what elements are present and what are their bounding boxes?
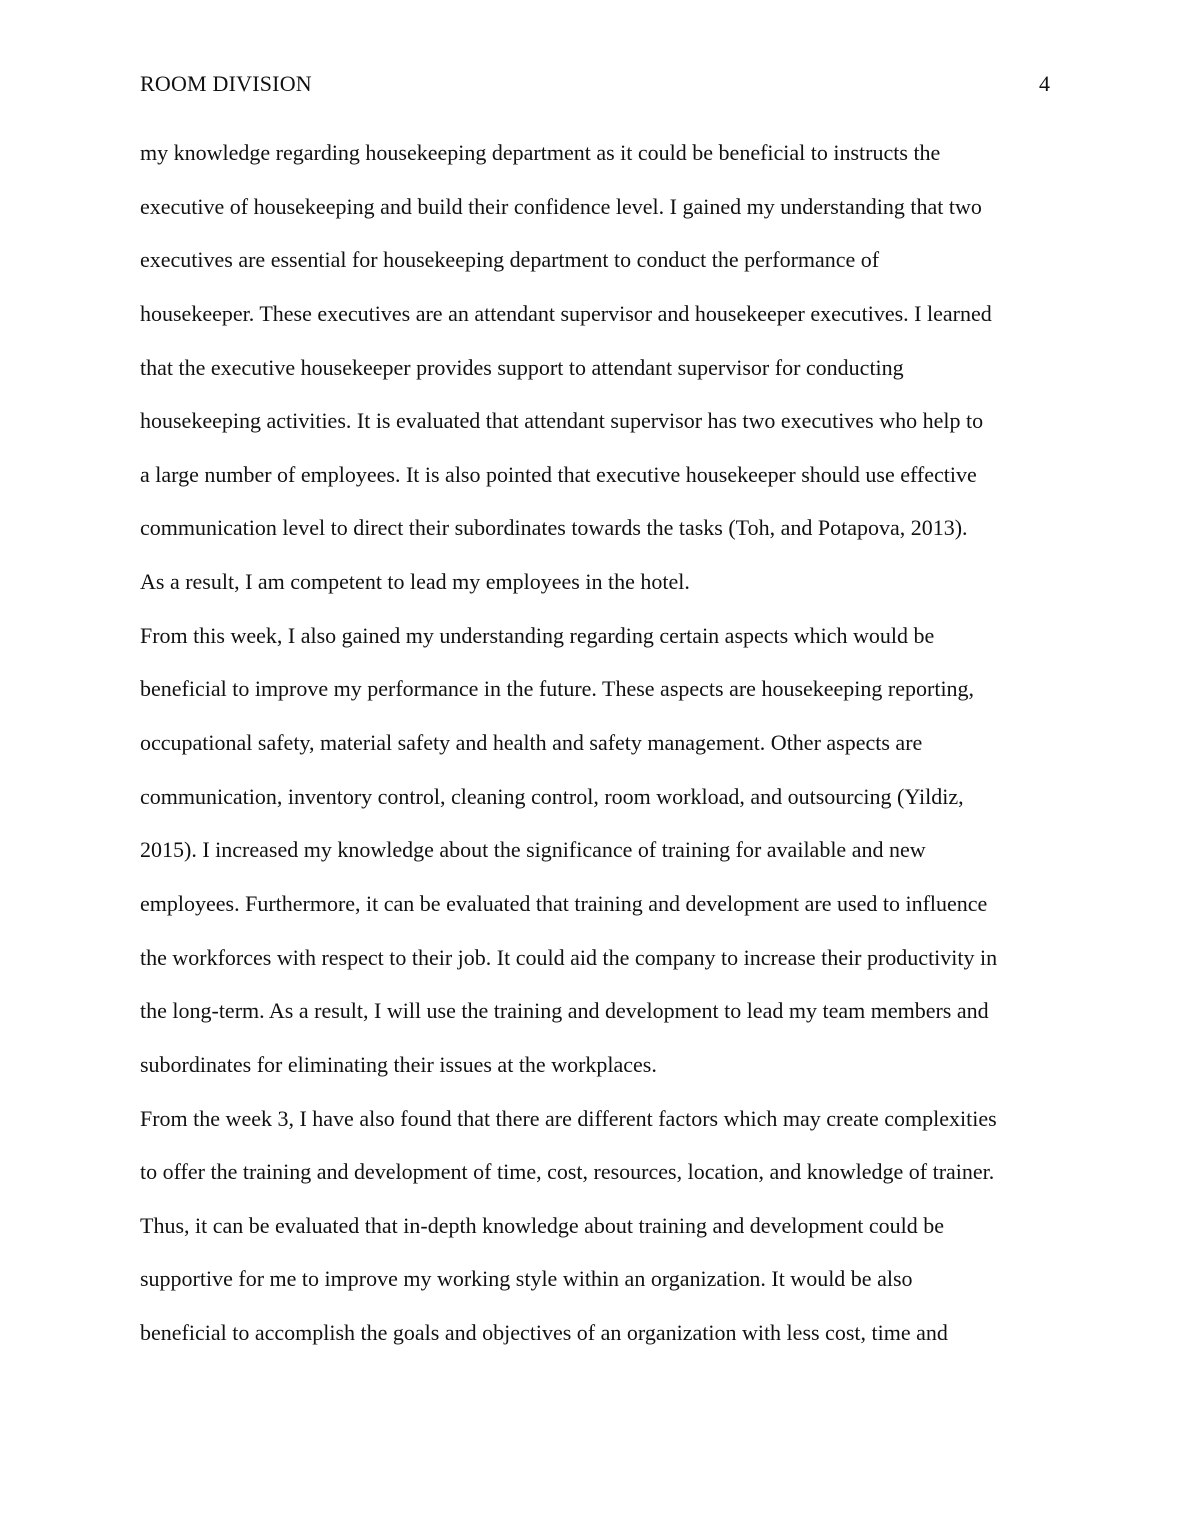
body-text	[140, 126, 1052, 1360]
text-line: to offer the training and development of time, cost, resources, location, and knowledge of trainer.	[140, 1159, 995, 1185]
page-number: 4	[1039, 71, 1050, 96]
text-line: communication, inventory control, cleaning control, room workload, and outsourcing (Yildiz,	[140, 783, 964, 809]
text-line: a large number of employees. It is also pointed that executive housekeeper should use effective	[140, 461, 977, 487]
text-line: that the executive housekeeper provides support to attendant supervisor for conducting	[140, 354, 904, 380]
text-line: supportive for me to improve my working style within an organization. It would be also	[140, 1266, 913, 1292]
text-line: executive of housekeeping and build their confidence level. I gained my understanding that two	[140, 193, 982, 219]
text-line: From this week, I also gained my understanding regarding certain aspects which would be	[140, 622, 935, 648]
text-line: From the week 3, I have also found that there are different factors which may create complexities	[140, 1105, 997, 1131]
text-line: employees. Furthermore, it can be evaluated that training and development are used to influence	[140, 890, 988, 916]
text-line: communication level to direct their subordinates towards the tasks (Toh, and Potapova, 2013).	[140, 515, 968, 541]
text-line: my knowledge regarding housekeeping department as it could be beneficial to instructs the	[140, 140, 941, 165]
text-line: beneficial to accomplish the goals and objectives of an organization with less cost, time and	[140, 1320, 948, 1346]
text-line: housekeeping activities. It is evaluated that attendant supervisor has two executives who help to	[140, 408, 984, 434]
text-line: beneficial to improve my performance in the future. These aspects are housekeeping reporting,	[140, 676, 975, 702]
text-line: subordinates for eliminating their issues at the workplaces.	[140, 1051, 657, 1077]
text-line: occupational safety, material safety and health and safety management. Other aspects are	[140, 730, 923, 756]
text-line: executives are essential for housekeeping department to conduct the performance of	[140, 247, 880, 273]
text-line: housekeeper. These executives are an attendant supervisor and housekeeper executives. I learned	[140, 300, 992, 326]
text-line: the long-term. As a result, I will use the training and development to lead my team members and	[140, 998, 989, 1024]
running-head: ROOM DIVISION	[140, 71, 312, 96]
text-line: As a result, I am competent to lead my employees in the hotel.	[140, 569, 690, 595]
text-line: Thus, it can be evaluated that in-depth knowledge about training and development could be	[140, 1212, 944, 1238]
text-line: the workforces with respect to their job. It could aid the company to increase their productivity in	[140, 944, 998, 970]
text-line: 2015). I increased my knowledge about the significance of training for available and new	[140, 837, 926, 863]
